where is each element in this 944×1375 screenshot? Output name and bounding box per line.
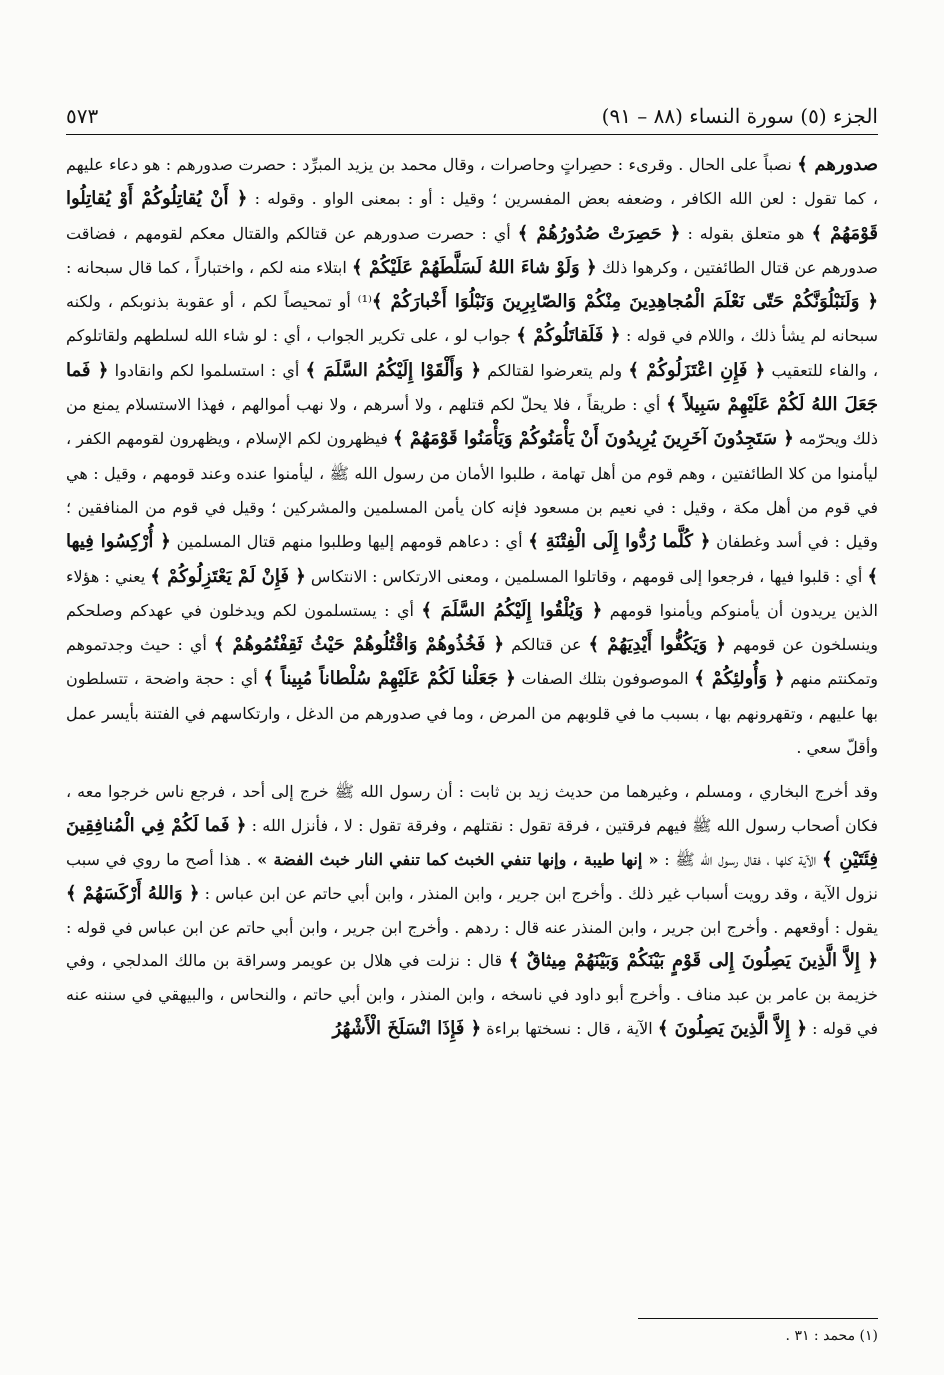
commentary-text: أي : استسلموا لكم وانقادوا [108,360,306,380]
hadith-quote: « إنها طيبة ، وإنها تنفي الخبث كما تنفي النار خبث الفضة » [257,849,659,869]
footnote: (١) محمد : ٣١ . [785,1328,878,1344]
commentary-text: وقد أخرج البخاري ، ومسلم ، وغيرهما من حديث زيد بن ثابت : أن رسول الله ﷺ خرج إلى أحد ، فرجع ناس خرجوا معه ، فكان أصحاب رسول الله ﷺ فيهم فرقتين ، فرقة تقول : نقتلهم ، وفرقة تقول : لا ، فأنزل الله : [66,782,878,836]
commentary-text: أي : حصرت صدورهم عن قتالكم والقتال معكم لقومهم ، فضاقت صدورهم عن قتال الطائفتين ، وكرهوا ذلك [66,223,878,277]
commentary-text: ولم يتعرضوا لقتالكم [481,360,629,380]
commentary-text: ⁽¹⁾ أو تمحيصاً لكم ، أو عقوبة بذنوبكم ، ولكنه سبحانه لم يشأ ذلك ، واللام في قوله : [66,292,878,346]
quran-verse-quote: ﴿ وَيُلْقُوا إِلَيْكُمُ السَّلَمَ ﴾ [421,599,603,621]
commentary-text: الموصوفون بتلك الصفات [515,669,695,689]
commentary-text: أي : حجة واضحة ، تتسلطون بها عليهم ، وتقهرونهم بها ، بسبب ما في قلوبهم من المرض ، وما في صدورهم من الدغل ، وارتكاسهم في الفتنة بأيسر عمل وأقلّ سعي . [66,669,878,758]
quran-verse-quote: ﴿ وَأُولئِكُمْ ﴾ [694,668,785,690]
commentary-text: هو متعلق بقوله : [680,223,812,243]
commentary-text: يعني : هؤلاء الذين يريدون أن يأمنوكم ويأمنوا قومهم [66,566,878,620]
commentary-text: فيظهرون لكم الإسلام ، ويظهرون لقومهم الكفر ، ليأمنوا من كلا الطائفتين ، وهم قوم من أهل تهامة ، طلبوا الأمان من رسول الله ﷺ ، ليأمنوا عنده وعند قومهم ، وقيل : هي في قوم من أهل مكة ، وقيل : في نعيم بن مسعود فإنه كان يأمن المسلمين والمشركين ؛ وقيل في قوم من المنافقين ؛ وقيل : في أسد وغطفان [66,429,878,552]
quran-verse-quote: ﴿ فَلَقاتَلُوكُمْ ﴾ [516,325,621,347]
commentary-text: جواب لو ، على تكرير الجواب ، أي : لو شاء الله لسلطهم ولقاتلوكم ، والفاء للتعقيب [66,326,879,380]
commentary-text: أي : حيث وجدتموهم وتمكنتم منهم [66,635,879,689]
quran-verse-quote: ﴿ فَإِذَا انْسَلَخَ الْأَشْهُرُ [332,1017,482,1039]
quran-verse-quote: ﴿ فَما جَعَلَ اللهُ لَكُمْ عَلَيْهِمْ سَبِيلاً ﴾ [66,359,879,416]
footnote-rule [638,1318,878,1319]
quran-verse-quote: ﴿ فَما لَكُمْ فِي الْمُنافِقِينَ فِئَتَيْنِ ﴾ [66,815,879,870]
commentary-text: أي : دعاهم قومهم إليها وطلبوا منهم قتال المسلمين [170,532,529,552]
narrations-paragraph [66,775,878,1045]
commentary-text: الآية ، قال : نسختها براءة [481,1018,658,1038]
commentary-text: عن قتالكم [504,635,589,655]
quran-verse-quote: ﴿ وَأَلْقَوْا إِلَيْكُمُ السَّلَمَ ﴾ [305,359,482,381]
commentary-text: . هذا أصح ما روي في سبب نزول الآية ، وقد رويت أسباب غير ذلك . وأخرج ابن جرير ، وابن المنذر ، وابن أبي حاتم عن ابن عباس : [66,849,878,903]
quran-verse-quote: ﴿ وَلَنَبْلُوَنَّكُمْ حَتّى نَعْلَمَ الْمُجاهِدِينَ مِنْكُمْ وَالصّابِرِينَ وَنَبْلُوَا أَخْبارَكُمْ ﴾ [371,291,878,313]
commentary-text: أي : قلبوا فيها ، فرجعوا إلى قومهم ، وقاتلوا المسلمين ، ومعنى الارتكاس : الانتكاس [305,566,868,586]
quran-verse-quote: ﴿ وَلَوْ شاءَ اللهُ لَسَلَّطَهُمْ عَلَيْكُمْ ﴾ [352,256,597,278]
quran-verse-quote: صدورهم ﴾ [797,154,878,175]
running-title: الجزء (٥) سورة النساء (٨٨ – ٩١) [601,104,878,128]
running-header [66,92,878,128]
quran-verse-quote: ﴿ إِلاَّ الَّذِينَ يَصِلُونَ إِلى قَوْمٍ بَيْنَكُمْ وَبَيْنَهُمْ مِيثاقٌ ﴾ [508,950,878,972]
quran-verse-quote: ﴿ وَيَكُفُّوا أَيْدِيَهُمْ ﴾ [588,634,726,656]
commentary-text: الآية كلها ، فقال رسول الله ﷺ : [658,849,822,869]
page-number: ٥٧٣ [66,104,99,128]
commentary-text: أي : يستسلمون لكم ويدخلون في عهدكم وصلحكم وينسلخون عن قومهم [66,600,879,655]
quran-verse-quote: ﴿ أُرْكِسُوا فِيها ﴾ [66,531,879,587]
page-body [66,148,878,1046]
quran-verse-quote: ﴿ فَإِنْ لَمْ يَعْتَزِلُوكُمْ ﴾ [150,565,306,587]
quran-verse-quote: ﴿ أَنْ يُقاتِلُوكُمْ أَوْ يُقاتِلُوا قَوْمَهُمْ ﴾ [66,188,878,244]
quran-verse-quote: ﴿ إِلاَّ الَّذِينَ يَصِلُونَ ﴾ [657,1017,807,1039]
quran-verse-quote: ﴿ فَخُذُوهُمْ وَاقْتُلُوهُمْ حَيْثُ ثَقِفْتُمُوهُمْ ﴾ [213,634,505,656]
quran-verse-quote: ﴿ كُلَّما رُدُّوا إِلَى الْفِتْنَةِ ﴾ [528,531,711,553]
header-rule [66,134,878,135]
commentary-text: أي : طريقاً ، فلا يحلّ لكم قتلهم ، ولا أسرهم ، ولا نهب أموالهم ، فهذا الاستسلام يمنع من ذلك ويحرّمه [66,395,878,449]
quran-verse-quote: ﴿ سَتَجِدُونَ آخَرِينَ يُرِيدُونَ أَنْ يَأْمَنُوكُمْ وَيَأْمَنُوا قَوْمَهُمْ ﴾ [393,428,794,450]
commentary-text: قال : نزلت في هلال بن عويمر وسراقة بن مالك المدلجي ، وفي خزيمة بن عامر بن عبد مناف . وأخرج أبو داود في ناسخه ، وابن المنذر ، وابن أبي حاتم ، والنحاس ، والبيهقي في سننه عنه في قوله : [66,951,878,1038]
commentary-text: ابتلاء منه لكم ، واختباراً ، كما قال سبحانه : [66,257,353,277]
quran-verse-quote: ﴿ فَإِنِ اعْتَزَلُوكُمْ ﴾ [628,359,766,381]
commentary-text: نصباً على الحال . وقرىء : حصِراتٍ وحاصرات ، وقال محمد بن يزيد المبرِّد : حصرت صدورهم : هو دعاء عليهم ، كما تقول : لعن الله الكافر ، وضعفه بعض المفسرين ؛ وقيل : أو : بمعنى الواو . وقوله : [66,155,879,209]
commentary-paragraph [66,148,878,765]
quran-verse-quote: ﴿ حَصِرَتْ صُدُورُهُمْ ﴾ [517,222,681,244]
commentary-text: يقول : أوقعهم . وأخرج ابن جرير ، وابن المنذر عنه قال : ردهم . وأخرج ابن جرير ، وابن أبي حاتم عن ابن عباس في قوله : [66,917,878,937]
quran-verse-quote: ﴿ جَعَلْنا لَكُمْ عَلَيْهِمْ سُلْطاناً مُبِيناً ﴾ [263,668,516,690]
quran-verse-quote: ﴿ وَاللهُ أَرْكَسَهُمْ ﴾ [66,882,200,904]
